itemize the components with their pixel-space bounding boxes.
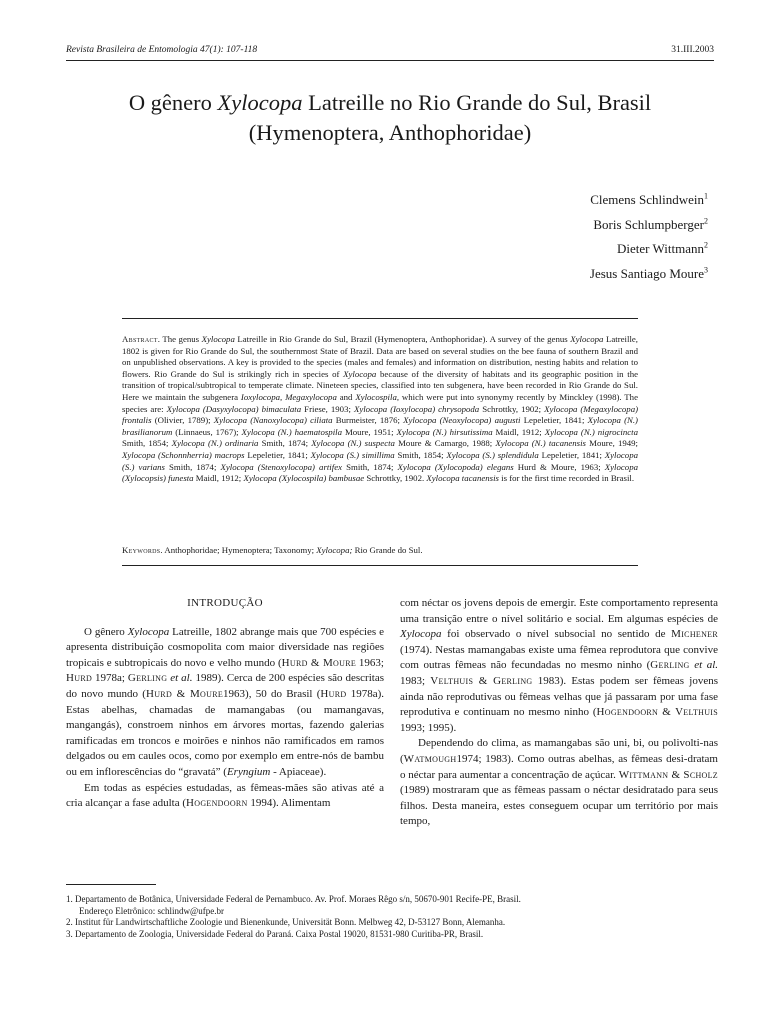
section-heading: INTRODUÇÃO <box>187 597 263 609</box>
author: Dieter Wittmann$^2$ <box>617 240 708 256</box>
author: Clemens Schlindwein$^1$ <box>590 191 708 207</box>
abstract-label: Abstract <box>122 334 158 344</box>
footnote: 1. Departamento de Botânica, Universidade Federal de Pernambuco. Av. Prof. Moraes Rêgo s/n, 50670-901 Recife-PE, Brasil. <box>66 894 521 904</box>
abstract-rule-bottom <box>122 565 638 566</box>
body-column-left <box>66 596 384 812</box>
author: Jesus Santiago Moure$^3$ <box>589 265 708 281</box>
abstract: Abstract. The genus Xylocopa Latreille in Rio Grande do Sul, Brazil (Hymenoptera, Anthophoridae). A survey of the genus Xylocopa Latreille, 1802 is given for Rio Grande do Sul, the southernmost State of Brazil. Data are based on several studies on the bee fauna of southern Brazil and on unpublished observations. A key is provided to the species (males and females) and information on distribution, nesting habits and relation to flowers. Rio Grande do Sul is strikingly rich in species of Xylocopa because of the diversity of habitats and its geographic position in the transition of tropical/subtropical to temperate climate. Nineteen species, classified into ten subgenera, have been recorded in Rio Grande do Sul. Here we maintain the subgenera Ioxylocopa, Megaxylocopa and Xylocospila, which were put into synonymy recently by Minckley (1998). The species are: Xylocopa (Dasyxylocopa) bimaculata Friese, 1903; Xylocopa (Ioxylocopa) chrysopoda Schrottky, 1902; Xylocopa (Megaxylocopa) frontalis (Olivier, 1789); Xylocopa (Nanoxylocopa) ciliata Burmeister, 1876; Xylocopa (Neoxylocopa) augusti Lepeletier, 1841; Xylocopa (N.) brasilianorum (Linnaeus, 1767); Xylocopa (N.) haematospila Moure, 1951; Xylocopa (N.) hirsutissima Maidl, 1912; Xylocopa (N.) nigrocincta Smith, 1854; Xylocopa (N.) ordinaria Smith, 1874; Xylocopa (N.) suspecta Moure & Camargo, 1988; Xylocopa (N.) tacanensis Moure, 1949; Xylocopa (Schonnherria) macrops Lepeletier, 1841; Xylocopa (S.) simillima Smith, 1854; Xylocopa (S.) splendidula Lepeletier, 1841; Xylocopa (S.) varians Smith, 1874; Xylocopa (Stenoxylocopa) artifex Smith, 1874; Xylocopa (Xylocopoda) elegans Hurd & Moure, 1963; Xylocopa (Xylocopsis) funesta Maidl, 1912; Xylocopa (Xylocospila) bambusae Schrottky, 1902. Xylocopa tacanensis is for the first time recorded in Brasil. <box>122 334 639 484</box>
paragraph: Em todas as espécies estudadas, as fêmeas-mães são ativas até a cria alcançar a fase adulta (Hogendoorn 1994). Alimentam <box>66 781 384 810</box>
abstract-rule-top <box>122 318 638 319</box>
paragraph: com néctar os jovens depois de emergir. Este comportamento representa uma transição entre o nível solitário e social. Em algumas espécies de Xylocopa foi observado o nível subsocial no sentido de Michener (1974). Nestas mamangabas existe uma fêmea reprodutora que convive com outras fêmeas não fecundadas no mesmo ninho (Gerling et al. 1983; Velthuis & Gerling 1983). Estas podem ser fêmeas jovens ainda não reprodutivas ou fêmeas velhas que já passaram por uma fase reprodutiva e continuam no mesmo ninho (Hogendoorn & Velthuis 1993; 1995). <box>400 597 719 734</box>
header-rule <box>66 60 714 61</box>
paragraph: O gênero Xylocopa Latreille, 1802 abrange mais que 700 espécies e apresenta distribuição cosmopolita com maior diversidade nas regiões tropicais e subtropicais do novo e velho mundo (Hurd & Moure 1963; Hurd 1978a; Gerling et al. 1989). Cerca de 200 espécies são descritas do novo mundo (Hurd & Moure1963), 50 do Brasil (Hurd 1978a). Estas abelhas, chamadas de mamangabas (ou mamangavas, mangangás), constroem ninhos em árvores mortas, fazendo galerias ramificadas em troncos e moirões e ninhos não ramificados em ramos delgados ou em caules ocos, como por exemplo em entre-nós de bambu ou em inflorescências do “gravatá” (Eryngium - Apiaceae). <box>66 625 384 778</box>
footnotes <box>66 894 714 940</box>
title-line2: (Hymenoptera, Anthophoridae) <box>248 120 532 145</box>
footnote-email: Endereço Eletrônico: schlindw@ufpe.br <box>79 905 224 916</box>
author-list <box>590 188 708 286</box>
title-genus: Xylocopa <box>217 90 303 115</box>
article-title <box>66 88 714 148</box>
publication-date: 31.III.2003 <box>671 45 714 55</box>
title-prefix: O gênero <box>128 90 218 115</box>
journal-citation: Revista Brasileira de Entomologia 47(1): 107-118 <box>66 45 258 55</box>
footnote: 2. Institut für Landwirtschaftliche Zoologie und Bienenkunde, Universität Bonn. Melbweg 42, D-53127 Bonn, Alemanha. <box>66 917 506 927</box>
title-suffix: Latreille no Rio Grande do Sul, Brasil <box>302 90 652 115</box>
footnote-rule <box>66 884 156 885</box>
author: Boris Schlumpberger$^2$ <box>593 216 708 232</box>
keywords: Keywords. Anthophoridae; Hymenoptera; Taxonomy; Xylocopa; Rio Grande do Sul. <box>122 545 423 555</box>
paragraph: Dependendo do clima, as mamangabas são uni, bi, ou polivolti-nas (Watmough1974; 1983). Como outras abelhas, as fêmeas desi-dratam o néctar para aumentar a concentração de açúcar. Wittmann & Scholz (1989) mostraram que as fêmeas passam o néctar desidratado para seus filhos. Desta maneira, estes conseguem ocupar um território por mais tempo, <box>400 737 718 828</box>
body-column-right <box>400 596 718 830</box>
footnote: 3. Departamento de Zoologia, Universidade Federal do Paraná. Caixa Postal 19020, 81531-980 Curitiba-PR, Brasil. <box>66 928 484 939</box>
keywords-label: Keywords <box>122 545 161 555</box>
